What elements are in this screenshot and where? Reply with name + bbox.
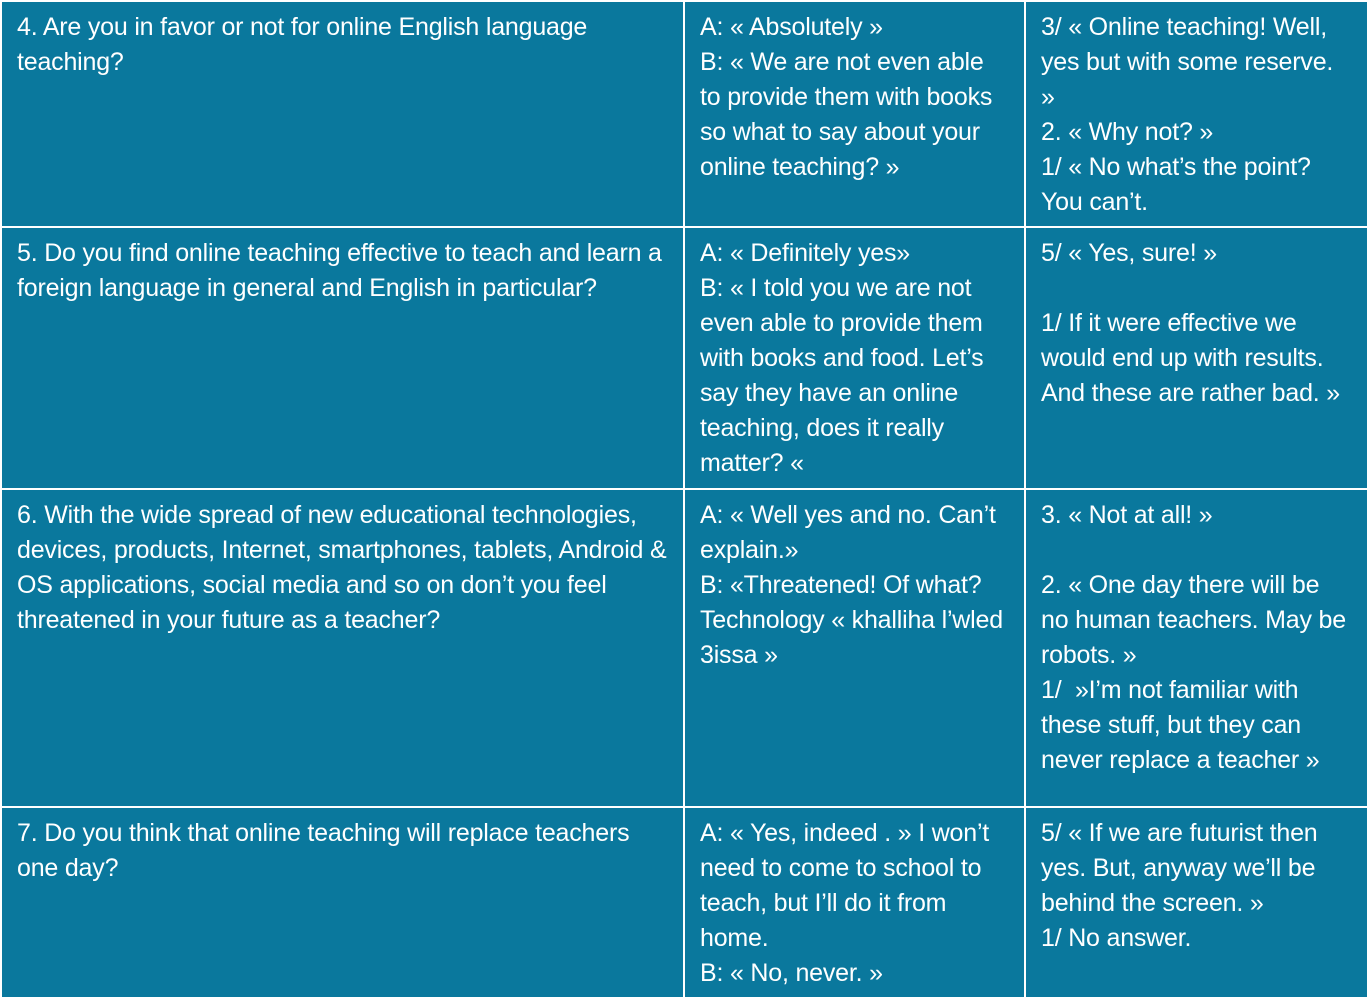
answer-line: 5/ « If we are futurist then yes. But, anyway we’ll be behind the screen. » bbox=[1041, 819, 1325, 917]
answer-cell-group-a-b bbox=[684, 227, 1025, 489]
answer-line: 1/ No answer. bbox=[1041, 924, 1192, 952]
table-row bbox=[1, 807, 1367, 998]
answer-cell-group-a-b bbox=[684, 807, 1025, 998]
answer-line bbox=[1041, 533, 1353, 568]
table-row bbox=[1, 489, 1367, 807]
answer-line: 3/ « Online teaching! Well, yes but with some reserve. » bbox=[1041, 13, 1340, 111]
table-row bbox=[1, 227, 1367, 489]
answer-cell-ratings bbox=[1025, 227, 1367, 489]
question-cell bbox=[1, 1, 684, 227]
answer-line: A: « Yes, indeed . » I won’t need to come to school to teach, but I’ll do it from home. bbox=[700, 819, 996, 952]
question-text: 5. Do you find online teaching effective to teach and learn a foreign language in general and English in particular? bbox=[17, 239, 669, 302]
answer-line: B: «Threatened! Of what? Technology « khalliha l’wled 3issa » bbox=[700, 571, 1010, 669]
table-row bbox=[1, 1, 1367, 227]
answer-line: B: « We are not even able to provide them with books so what to say about your online teaching? » bbox=[700, 48, 1006, 181]
answer-line: 2. « Why not? » bbox=[1041, 118, 1214, 146]
answer-line bbox=[1041, 271, 1353, 306]
question-cell bbox=[1, 227, 684, 489]
answer-line: A: « Definitely yes» bbox=[700, 239, 910, 267]
answer-line: 3. « Not at all! » bbox=[1041, 501, 1213, 529]
question-cell bbox=[1, 489, 684, 807]
answer-line: 5/ « Yes, sure! » bbox=[1041, 239, 1217, 267]
question-text: 4. Are you in favor or not for online English language teaching? bbox=[17, 13, 594, 76]
answer-cell-ratings bbox=[1025, 489, 1367, 807]
answer-cell-ratings bbox=[1025, 1, 1367, 227]
answer-line: 1/ If it were effective we would end up with results. And these are rather bad. » bbox=[1041, 309, 1340, 407]
answer-line: B: « No, never. » bbox=[700, 959, 883, 987]
answer-line: 1/ »I’m not familiar with these stuff, but they can never replace a teacher » bbox=[1041, 676, 1320, 774]
question-text: 7. Do you think that online teaching will replace teachers one day? bbox=[17, 819, 637, 882]
answer-line: 1/ « No what’s the point? You can’t. bbox=[1041, 153, 1318, 216]
answer-cell-group-a-b bbox=[684, 489, 1025, 807]
answer-line: A: « Absolutely » bbox=[700, 13, 883, 41]
question-text: 6. With the wide spread of new educational technologies, devices, products, Internet, smartphones, tablets, Android & OS applications, social media and so on don’t you feel threatened in your future as a teacher? bbox=[17, 501, 674, 634]
answer-line: B: « I told you we are not even able to provide them with books and food. Let’s say they have an online teaching, does it really matter? « bbox=[700, 274, 991, 477]
answer-cell-ratings bbox=[1025, 807, 1367, 998]
answer-line: A: « Well yes and no. Can’t explain.» bbox=[700, 501, 1003, 564]
answer-line: 2. « One day there will be no human teachers. May be robots. » bbox=[1041, 571, 1353, 669]
question-cell bbox=[1, 807, 684, 998]
answer-cell-group-a-b bbox=[684, 1, 1025, 227]
